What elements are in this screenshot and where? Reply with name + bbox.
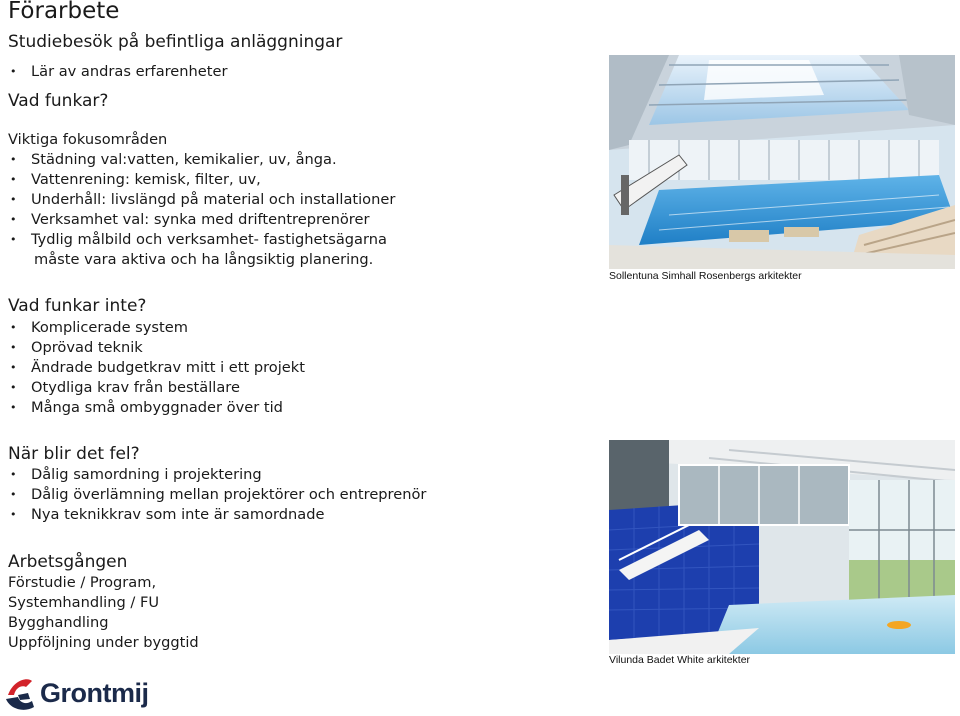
- list-item: • Städning val:vatten, kemikalier, uv, ånga.: [8, 150, 395, 170]
- list-item: • Dålig samordning i projektering: [8, 465, 426, 485]
- focus-label: Viktiga fokusområden: [8, 131, 168, 148]
- list-item: • Komplicerade system: [8, 318, 305, 338]
- process-heading: Arbetsgången: [8, 552, 128, 572]
- list-item: • Tydlig målbild och verksamhet- fastighetsägarna: [8, 230, 395, 250]
- list-item: • Oprövad teknik: [8, 338, 305, 358]
- process-list: [8, 573, 199, 653]
- grontmij-logo: [4, 674, 149, 712]
- not-works-bullet-list: [8, 318, 305, 418]
- list-item: • Underhåll: livslängd på material och installationer: [8, 190, 395, 210]
- list-item: • Lär av andras erfarenheter: [8, 62, 227, 82]
- fails-heading: När blir det fel?: [8, 444, 140, 464]
- study-heading: Studiebesök på befintliga anläggningar: [8, 32, 343, 52]
- fails-bullet-list: [8, 465, 426, 525]
- works-heading: Vad funkar?: [8, 91, 109, 111]
- list-item: Bygghandling: [8, 614, 109, 631]
- grontmij-logo-icon: [4, 675, 36, 711]
- works-continuation: måste vara aktiva och ha långsiktig planering.: [34, 251, 374, 268]
- list-item: Förstudie / Program,: [8, 574, 157, 591]
- pool-photo: [609, 440, 955, 654]
- list-item: • Ändrade budgetkrav mitt i ett projekt: [8, 358, 305, 378]
- list-item: • Dålig överlämning mellan projektörer och entreprenör: [8, 485, 426, 505]
- list-item: Systemhandling / FU: [8, 594, 160, 611]
- photo-caption: Vilunda Badet White arkitekter: [609, 654, 751, 666]
- page-title: Förarbete: [8, 0, 120, 24]
- list-item: • Många små ombyggnader över tid: [8, 398, 305, 418]
- logo-text: Grontmij: [40, 677, 149, 708]
- not-works-heading: Vad funkar inte?: [8, 296, 147, 316]
- list-item: • Vattenrening: kemisk, filter, uv,: [8, 170, 395, 190]
- list-item: • Otydliga krav från beställare: [8, 378, 305, 398]
- pool-photo: [609, 55, 955, 269]
- photo-caption: Sollentuna Simhall Rosenbergs arkitekter: [609, 270, 802, 282]
- list-item: • Nya teknikkrav som inte är samordnade: [8, 505, 426, 525]
- study-bullet-list: [8, 62, 227, 82]
- works-bullet-list: [8, 150, 395, 250]
- list-item: • Verksamhet val: synka med driftentreprenörer: [8, 210, 395, 230]
- list-item: Uppföljning under byggtid: [8, 634, 199, 651]
